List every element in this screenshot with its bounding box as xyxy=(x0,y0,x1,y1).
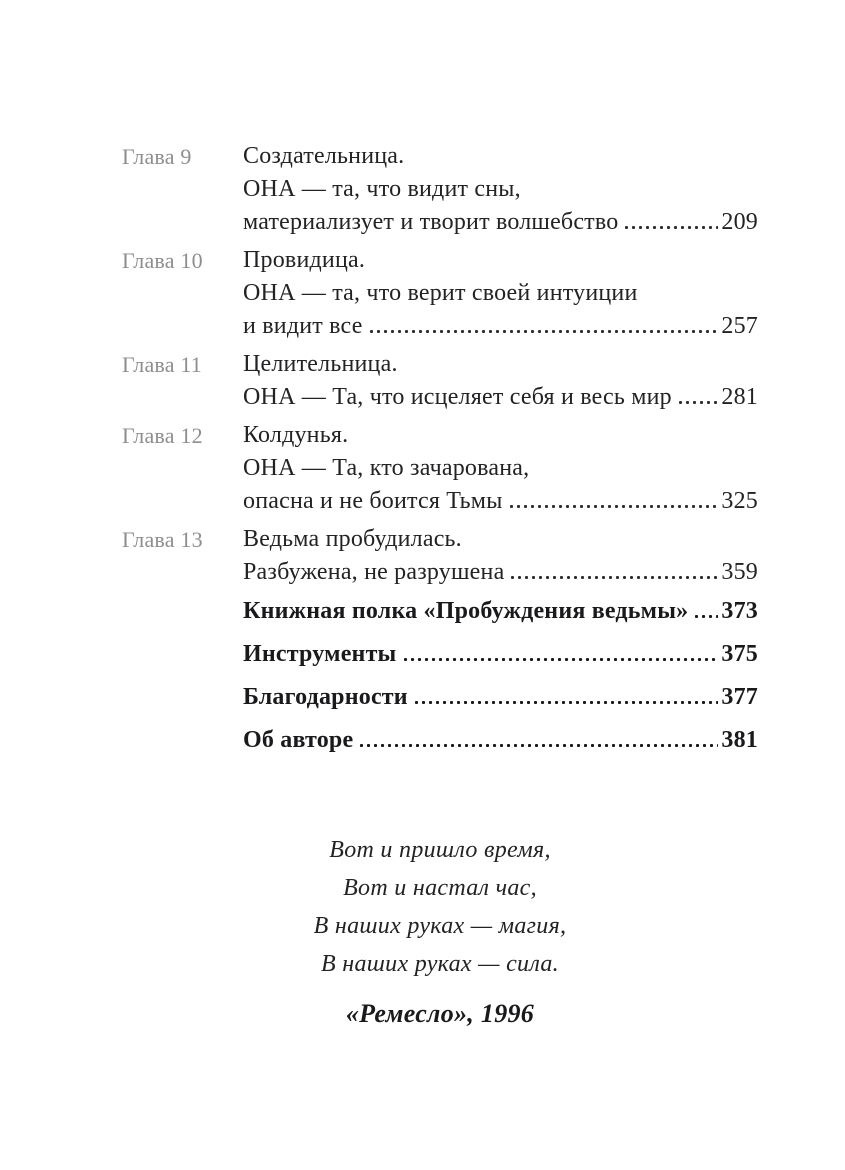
chapter-title-block xyxy=(243,523,758,589)
toc-leader-line xyxy=(243,206,758,239)
toc-chapter-entry xyxy=(122,244,758,343)
toc-entry-text: Благодарности xyxy=(243,684,408,710)
page-number: 359 xyxy=(721,559,758,585)
chapter-title-line: Создательница. xyxy=(243,143,405,169)
epigraph-line: В наших руках — сила. xyxy=(320,951,559,977)
epigraph-line: В наших руках — магия, xyxy=(313,913,567,939)
page-number: 325 xyxy=(721,488,758,514)
toc-entry-text: Инструменты xyxy=(243,641,397,667)
toc-chapter-entry xyxy=(122,419,758,518)
toc-chapter-entry xyxy=(122,140,758,239)
toc-entry-text: Книжная полка «Пробуждения ведьмы» xyxy=(243,598,689,624)
toc-entry-text: Об авторе xyxy=(243,727,354,753)
chapter-title-block xyxy=(243,419,758,518)
page-number: 373 xyxy=(721,598,758,624)
chapter-label: Глава 13 xyxy=(122,527,203,552)
toc-section-list xyxy=(122,595,758,757)
page-number: 377 xyxy=(721,684,758,710)
toc-chapter-entry xyxy=(122,348,758,414)
toc-leader-line xyxy=(243,681,758,714)
toc-section-entry xyxy=(243,595,758,628)
page-number: 209 xyxy=(721,209,758,235)
epigraph-line: Вот и пришло время, xyxy=(329,837,551,863)
toc-leader-line xyxy=(243,556,758,589)
dot-leader xyxy=(511,576,718,579)
epigraph-attribution: «Ремесло», 1996 xyxy=(345,999,535,1028)
chapter-label: Глава 11 xyxy=(122,352,202,377)
toc-leader-line xyxy=(243,310,758,343)
dot-leader xyxy=(695,615,718,618)
page-number: 381 xyxy=(721,727,758,753)
toc-leader-line xyxy=(243,724,758,757)
chapter-title-block xyxy=(243,244,758,343)
dot-leader xyxy=(415,701,719,704)
dot-leader xyxy=(404,658,719,661)
toc-section-entry xyxy=(243,638,758,671)
toc-section-entry xyxy=(243,724,758,757)
chapter-title-block xyxy=(243,140,758,239)
chapter-title-line: ОНА — Та, кто зачарована, xyxy=(243,455,530,481)
dot-leader xyxy=(370,330,719,333)
toc-chapter-entry xyxy=(122,523,758,589)
chapter-title-line: Колдунья. xyxy=(243,422,349,448)
chapter-title-line: Провидица. xyxy=(243,247,366,273)
chapter-title-line: ОНА — та, что верит своей интуиции xyxy=(243,280,638,306)
chapter-title-line: Ведьма пробудилась. xyxy=(243,526,462,552)
toc-entry-text: Разбужена, не разрушена xyxy=(243,559,505,585)
toc-leader-line xyxy=(243,638,758,671)
chapter-title-line: ОНА — та, что видит сны, xyxy=(243,176,521,202)
dot-leader xyxy=(510,505,719,508)
page-number: 281 xyxy=(721,384,758,410)
page-number: 257 xyxy=(721,313,758,339)
toc-entry-text: материализует и творит волшебство xyxy=(243,209,619,235)
epigraph-poem xyxy=(122,831,758,983)
toc-leader-line xyxy=(243,485,758,518)
chapter-title-block xyxy=(243,348,758,414)
dot-leader xyxy=(679,401,719,404)
toc-entry-text: и видит все xyxy=(243,313,363,339)
toc-leader-line xyxy=(243,595,758,628)
toc-entry-text: ОНА — Та, что исцеляет себя и весь мир xyxy=(243,384,672,410)
page-number: 375 xyxy=(721,641,758,667)
toc-entry-text: опасна и не боится Тьмы xyxy=(243,488,503,514)
dot-leader xyxy=(360,744,718,747)
dot-leader xyxy=(625,226,718,229)
chapter-label: Глава 12 xyxy=(122,423,203,448)
toc-leader-line xyxy=(243,381,758,414)
epigraph xyxy=(122,831,758,1031)
chapter-label: Глава 10 xyxy=(122,248,203,273)
chapter-title-line: Целительница. xyxy=(243,351,398,377)
toc-section-entry xyxy=(243,681,758,714)
toc-chapter-list xyxy=(122,140,758,589)
epigraph-line: Вот и настал час, xyxy=(343,875,537,901)
chapter-label: Глава 9 xyxy=(122,144,192,169)
